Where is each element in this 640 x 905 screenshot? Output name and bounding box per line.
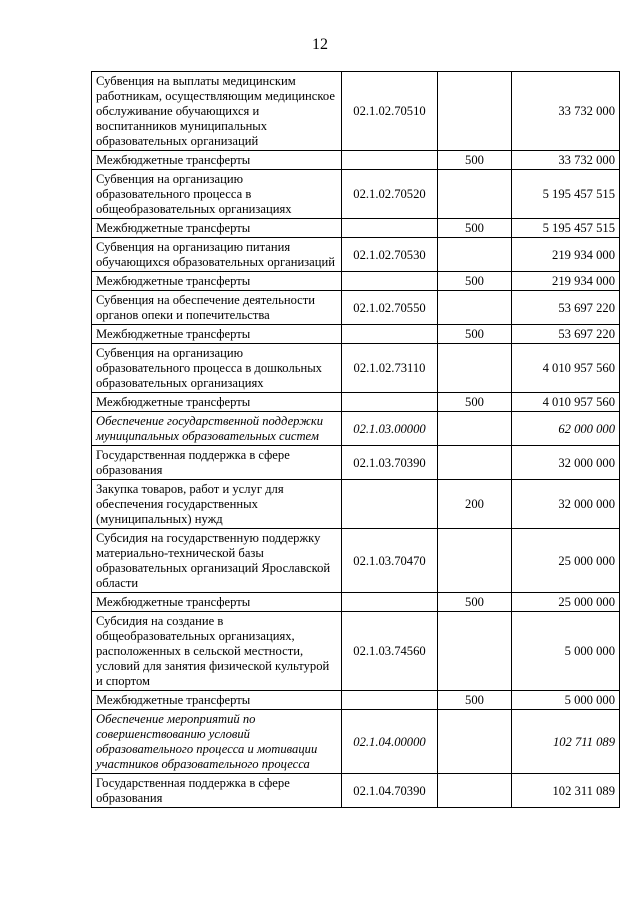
- row-expense-type-cell: [438, 238, 512, 272]
- row-name-cell: Субвенция на организацию образовательного процесса в дошкольных образовательных организациях: [92, 344, 342, 393]
- row-name-cell: Межбюджетные трансферты: [92, 151, 342, 170]
- row-sum-cell: 5 000 000: [512, 691, 620, 710]
- row-code-cell: 02.1.03.74560: [342, 612, 438, 691]
- table-row: [92, 72, 620, 151]
- row-sum-cell: 25 000 000: [512, 529, 620, 593]
- row-code-cell: 02.1.02.73110: [342, 344, 438, 393]
- row-expense-type-cell: [438, 529, 512, 593]
- table-row: [92, 325, 620, 344]
- row-sum-cell: 5 195 457 515: [512, 219, 620, 238]
- row-code-cell: 02.1.02.70530: [342, 238, 438, 272]
- row-name-cell: Обеспечение государственной поддержки муниципальных образовательных систем: [92, 412, 342, 446]
- row-code-cell: [342, 151, 438, 170]
- row-expense-type-cell: [438, 72, 512, 151]
- budget-table: [91, 71, 620, 808]
- table-row: [92, 170, 620, 219]
- row-name-cell: Закупка товаров, работ и услуг для обеспечения государственных (муниципальных) нужд: [92, 480, 342, 529]
- row-sum-cell: 102 311 089: [512, 774, 620, 808]
- table-row: [92, 219, 620, 238]
- row-code-cell: [342, 593, 438, 612]
- row-expense-type-cell: 500: [438, 691, 512, 710]
- row-name-cell: Субвенция на организацию питания обучающихся образовательных организаций: [92, 238, 342, 272]
- table-row: [92, 272, 620, 291]
- table-row: [92, 446, 620, 480]
- row-expense-type-cell: 500: [438, 219, 512, 238]
- row-expense-type-cell: 200: [438, 480, 512, 529]
- page-number: 12: [312, 36, 328, 53]
- row-expense-type-cell: 500: [438, 151, 512, 170]
- row-name-cell: Обеспечение мероприятий по совершенствованию условий образовательного процесса и мотивации участников образовательного процесса: [92, 710, 342, 774]
- row-name-cell: Государственная поддержка в сфере образования: [92, 446, 342, 480]
- row-sum-cell: 4 010 957 560: [512, 393, 620, 412]
- row-sum-cell: 32 000 000: [512, 446, 620, 480]
- row-name-cell: Межбюджетные трансферты: [92, 219, 342, 238]
- table-row: [92, 238, 620, 272]
- row-sum-cell: 25 000 000: [512, 593, 620, 612]
- row-name-cell: Межбюджетные трансферты: [92, 593, 342, 612]
- table-row: [92, 710, 620, 774]
- row-code-cell: [342, 393, 438, 412]
- row-sum-cell: 219 934 000: [512, 272, 620, 291]
- row-name-cell: Межбюджетные трансферты: [92, 393, 342, 412]
- row-expense-type-cell: [438, 774, 512, 808]
- row-name-cell: Субвенция на организацию образовательного процесса в общеобразовательных организациях: [92, 170, 342, 219]
- row-expense-type-cell: [438, 170, 512, 219]
- row-code-cell: 02.1.03.70390: [342, 446, 438, 480]
- table-row: [92, 691, 620, 710]
- row-name-cell: Субсидия на государственную поддержку материально-технической базы образовательных организаций Ярославской области: [92, 529, 342, 593]
- row-expense-type-cell: [438, 344, 512, 393]
- row-expense-type-cell: 500: [438, 272, 512, 291]
- row-code-cell: 02.1.02.70520: [342, 170, 438, 219]
- row-code-cell: 02.1.02.70550: [342, 291, 438, 325]
- row-code-cell: [342, 272, 438, 291]
- row-code-cell: [342, 691, 438, 710]
- row-sum-cell: 33 732 000: [512, 151, 620, 170]
- row-sum-cell: 32 000 000: [512, 480, 620, 529]
- row-expense-type-cell: [438, 412, 512, 446]
- table-row: [92, 393, 620, 412]
- table-row: [92, 529, 620, 593]
- row-expense-type-cell: 500: [438, 593, 512, 612]
- row-expense-type-cell: 500: [438, 325, 512, 344]
- row-name-cell: Государственная поддержка в сфере образования: [92, 774, 342, 808]
- row-code-cell: [342, 219, 438, 238]
- row-code-cell: 02.1.03.70470: [342, 529, 438, 593]
- table-row: [92, 480, 620, 529]
- row-expense-type-cell: 500: [438, 393, 512, 412]
- table-row: [92, 412, 620, 446]
- row-expense-type-cell: [438, 710, 512, 774]
- row-code-cell: 02.1.02.70510: [342, 72, 438, 151]
- row-sum-cell: 33 732 000: [512, 72, 620, 151]
- row-sum-cell: 102 711 089: [512, 710, 620, 774]
- row-sum-cell: 5 000 000: [512, 612, 620, 691]
- table-row: [92, 344, 620, 393]
- row-code-cell: [342, 480, 438, 529]
- row-code-cell: 02.1.03.00000: [342, 412, 438, 446]
- table-row: [92, 291, 620, 325]
- row-sum-cell: 53 697 220: [512, 325, 620, 344]
- budget-table-body: [92, 72, 620, 808]
- row-sum-cell: 5 195 457 515: [512, 170, 620, 219]
- row-name-cell: Межбюджетные трансферты: [92, 325, 342, 344]
- table-row: [92, 774, 620, 808]
- row-name-cell: Субвенция на выплаты медицинским работникам, осуществляющим медицинское обслуживание обучающихся и воспитанников муниципальных образовательных организаций: [92, 72, 342, 151]
- row-sum-cell: 53 697 220: [512, 291, 620, 325]
- row-sum-cell: 4 010 957 560: [512, 344, 620, 393]
- row-code-cell: [342, 325, 438, 344]
- row-expense-type-cell: [438, 612, 512, 691]
- row-code-cell: 02.1.04.00000: [342, 710, 438, 774]
- row-name-cell: Субвенция на обеспечение деятельности органов опеки и попечительства: [92, 291, 342, 325]
- table-row: [92, 612, 620, 691]
- row-expense-type-cell: [438, 291, 512, 325]
- table-row: [92, 151, 620, 170]
- row-name-cell: Межбюджетные трансферты: [92, 691, 342, 710]
- row-name-cell: Межбюджетные трансферты: [92, 272, 342, 291]
- row-sum-cell: 219 934 000: [512, 238, 620, 272]
- row-sum-cell: 62 000 000: [512, 412, 620, 446]
- row-code-cell: 02.1.04.70390: [342, 774, 438, 808]
- row-name-cell: Субсидия на создание в общеобразовательных организациях, расположенных в сельской местности, условий для занятия физической культурой и спортом: [92, 612, 342, 691]
- table-row: [92, 593, 620, 612]
- row-expense-type-cell: [438, 446, 512, 480]
